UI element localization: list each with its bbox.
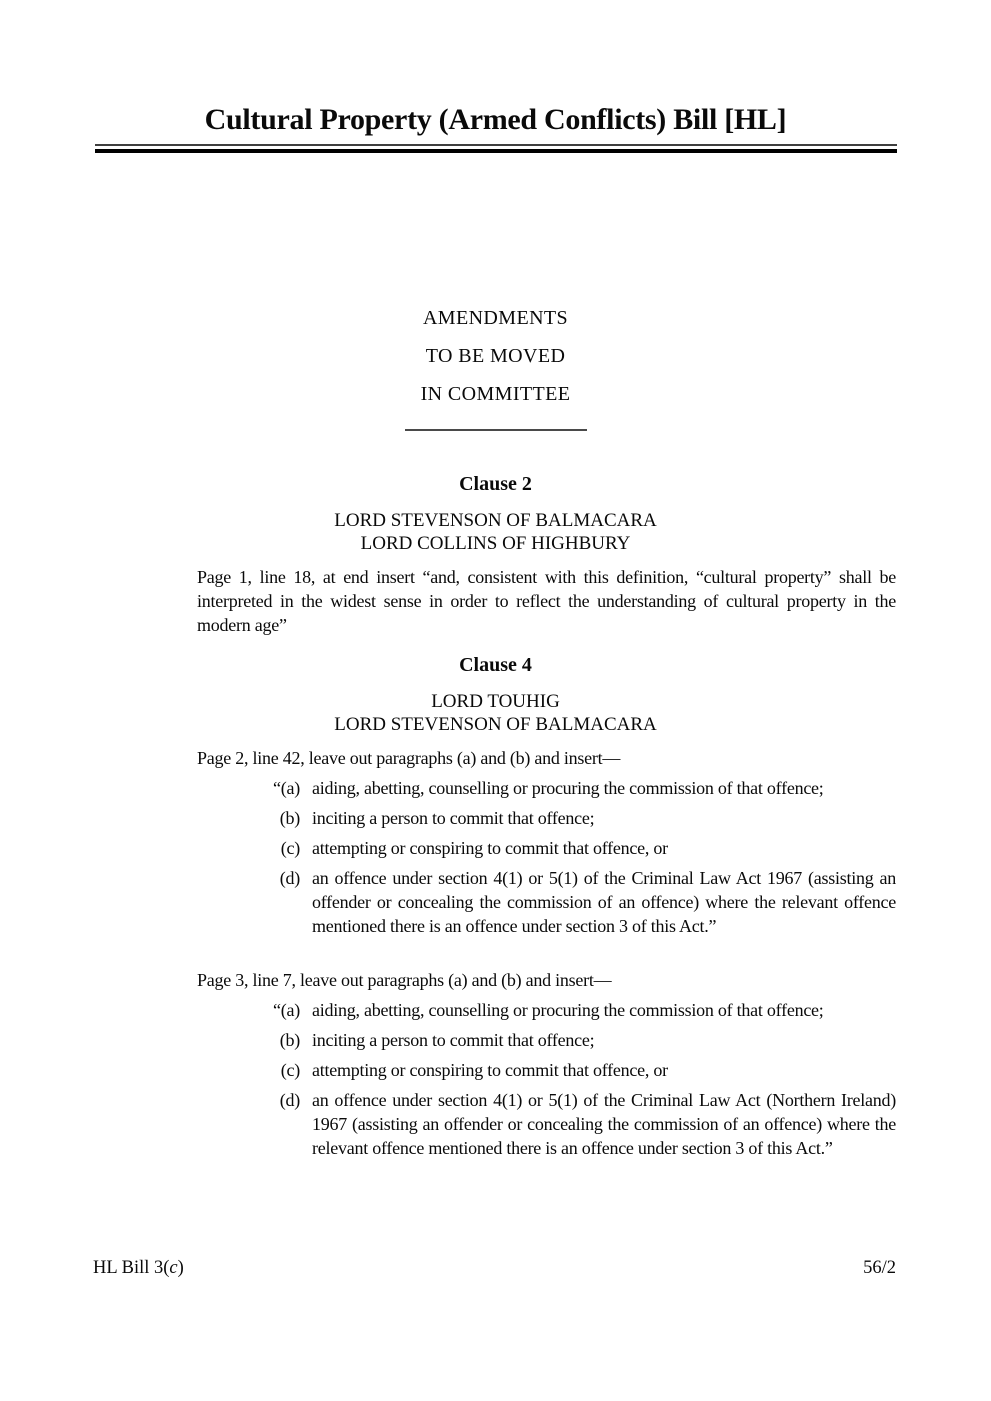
- amendments-header: [0, 299, 991, 431]
- item-text: inciting a person to commit that offence;: [312, 1030, 595, 1050]
- amendment-item: [197, 1088, 896, 1160]
- page-footer: [93, 1256, 896, 1280]
- footer-page-ref: 56/2: [863, 1258, 896, 1278]
- amendment: [0, 746, 991, 938]
- item-label: “(a): [273, 778, 300, 798]
- item-text: attempting or conspiring to commit that offence, or: [312, 1060, 668, 1080]
- item-text: an offence under section 4(1) or 5(1) of the Criminal Law Act 1967 (assisting an offender or concealing the commission of an offence) where the relevant offence mentioned there is an offence under section 3 of this Act.”: [312, 868, 896, 936]
- amendments-heading-line: IN COMMITTEE: [420, 383, 571, 405]
- item-text: aiding, abetting, counselling or procuring the commission of that offence;: [312, 778, 824, 798]
- section-divider: [405, 429, 587, 431]
- item-text: inciting a person to commit that offence;: [312, 808, 595, 828]
- item-label: (c): [280, 838, 300, 858]
- item-label: (c): [280, 1060, 300, 1080]
- amendment-item: [197, 1058, 896, 1082]
- amendment-item-list: [197, 776, 896, 938]
- sponsor-name: LORD STEVENSON OF BALMACARA: [334, 714, 657, 735]
- item-label: “(a): [273, 1000, 300, 1020]
- amendment-item: [197, 806, 896, 830]
- title-rule: [95, 144, 897, 153]
- sponsor-name: LORD TOUHIG: [431, 691, 560, 712]
- amendment: [0, 968, 991, 1160]
- footer-bill-ref: [93, 1256, 184, 1280]
- item-text: an offence under section 4(1) or 5(1) of the Criminal Law Act (Northern Ireland) 1967 (assisting an offender or concealing the commission of an offence) where the relevant offence mentioned there is an offence under section 3 of this Act.”: [312, 1090, 896, 1158]
- bill-title: Cultural Property (Armed Conflicts) Bill [HL]: [204, 103, 787, 136]
- amendment-text: Page 1, line 18, at end insert “and, consistent with this definition, “cultural property” shall be interpreted in the widest sense in order to reflect the understanding of cultural property in the modern age”: [197, 567, 896, 635]
- clause-heading: Clause 4: [459, 654, 532, 676]
- item-label: (b): [279, 808, 300, 828]
- footer-bill-ref-suffix: ): [177, 1258, 184, 1278]
- sponsor-list: [0, 690, 991, 736]
- amendment-item: [197, 866, 896, 938]
- sponsor-name: LORD COLLINS OF HIGHBURY: [360, 533, 631, 554]
- item-text: aiding, abetting, counselling or procuring the commission of that offence;: [312, 1000, 824, 1020]
- footer-bill-ref-prefix: HL Bill 3(: [93, 1258, 170, 1278]
- clause-4-section: [0, 653, 991, 1160]
- amendment-item: [197, 836, 896, 860]
- item-label: (d): [279, 868, 300, 888]
- amendment-intro: Page 2, line 42, leave out paragraphs (a) and (b) and insert—: [197, 748, 621, 768]
- amendment-intro: Page 3, line 7, leave out paragraphs (a) and (b) and insert—: [197, 970, 612, 990]
- clause-heading: Clause 2: [459, 473, 532, 495]
- item-label: (b): [279, 1030, 300, 1050]
- amendment-item: [197, 1028, 896, 1052]
- amendment-item-list: [197, 998, 896, 1160]
- amendments-heading-line: TO BE MOVED: [425, 345, 566, 367]
- item-label: (d): [279, 1090, 300, 1110]
- sponsor-name: LORD STEVENSON OF BALMACARA: [334, 510, 657, 531]
- clause-2-section: [0, 472, 991, 637]
- sponsor-list: [0, 509, 991, 555]
- amendment-item: [197, 998, 896, 1022]
- amendments-heading-line: AMENDMENTS: [422, 307, 569, 329]
- item-text: attempting or conspiring to commit that offence, or: [312, 838, 668, 858]
- footer-bill-ref-italic: c: [169, 1258, 178, 1278]
- amendment-item: [197, 776, 896, 800]
